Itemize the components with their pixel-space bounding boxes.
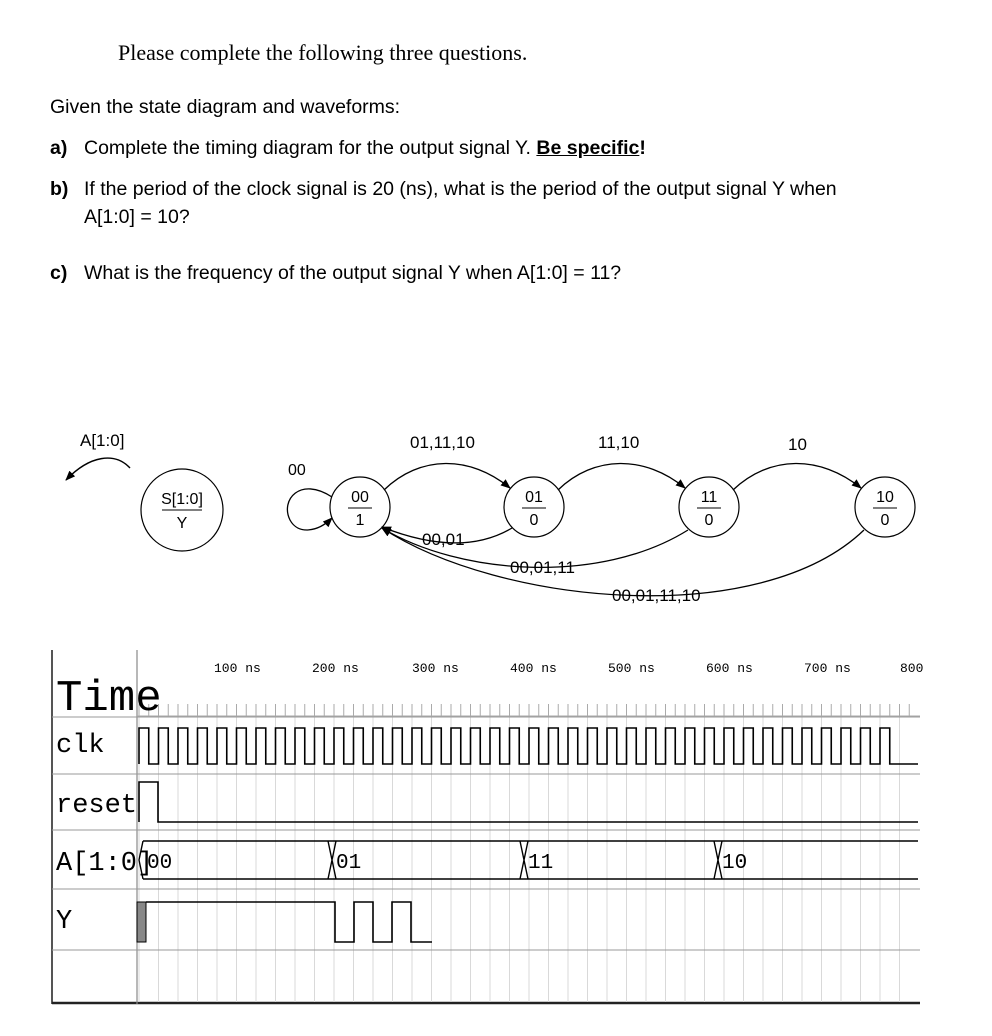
legend-top: S[1:0] [161, 491, 203, 508]
transition-10-00-label: 00,01,11,10 [612, 586, 701, 605]
intro-text: Given the state diagram and waveforms: [50, 96, 401, 118]
time-tick-600: 600 ns [706, 661, 753, 676]
question-c-text: What is the frequency of the output signal Y when A[1:0] = 11? [84, 262, 622, 284]
legend-node [141, 469, 223, 551]
state-00-value: 00 [351, 489, 369, 506]
input-label: A[1:0] [80, 431, 125, 450]
signal-a-name: A[1:0] [56, 849, 154, 879]
transition-self-00-label: 00 [288, 462, 306, 479]
state-10-value: 10 [876, 489, 894, 506]
transition-00-01-label: 01,11,10 [410, 433, 475, 452]
question-a-emphasis: Be specific [536, 137, 640, 159]
state-10 [855, 477, 915, 537]
time-tick-800: 800 [900, 661, 924, 676]
time-tick-200: 200 ns [312, 661, 359, 676]
time-tick-500: 500 ns [608, 661, 655, 676]
timing-diagram [52, 650, 923, 1004]
state-11-value: 11 [700, 489, 718, 506]
time-tick-100: 100 ns [214, 661, 261, 676]
state-10-output: 0 [880, 512, 890, 529]
signal-reset-name: reset [56, 791, 138, 821]
question-b-line2: A[1:0] = 10? [84, 206, 190, 228]
transition-self-00 [287, 489, 332, 530]
signal-clk-name: clk [56, 731, 105, 761]
transition-11-00-label: 00,01,11 [510, 558, 575, 577]
question-a-exclamation: ! [639, 137, 646, 159]
time-tick-700: 700 ns [804, 661, 851, 676]
a-value-11: 11 [528, 852, 554, 875]
state-01-output: 0 [529, 512, 539, 529]
question-c-label: c) [50, 262, 68, 284]
question-b-line1: If the period of the clock signal is 20 (ns), what is the period of the output signal Y when [84, 178, 837, 200]
state-01 [504, 477, 564, 537]
transition-00-01 [384, 463, 510, 490]
a-value-01: 01 [336, 852, 362, 875]
state-11-output: 0 [704, 512, 714, 529]
transition-01-11-label: 11,10 [598, 433, 640, 452]
time-header: Time [56, 674, 162, 724]
state-11 [679, 477, 739, 537]
transition-11-10-label: 10 [788, 435, 807, 454]
state-00 [330, 477, 390, 537]
a-value-10: 10 [722, 852, 748, 875]
state-00-output: 1 [355, 512, 365, 529]
question-a-text: Complete the timing diagram for the output signal Y. [84, 137, 531, 159]
time-tick-400: 400 ns [510, 661, 557, 676]
page-title: Please complete the following three questions. [118, 40, 528, 65]
question-a-label: a) [50, 137, 68, 159]
question-b-label: b) [50, 178, 69, 200]
transition-01-11 [558, 463, 685, 490]
legend-bottom: Y [176, 515, 188, 532]
y-unknown-block [137, 902, 146, 942]
state-01-value: 01 [525, 489, 543, 506]
time-tick-300: 300 ns [412, 661, 459, 676]
transition-11-10 [733, 463, 861, 490]
state-diagram [66, 431, 915, 605]
legend-arrow [66, 458, 130, 480]
timing-frame [52, 650, 920, 1004]
signal-y-name: Y [56, 907, 73, 937]
transition-01-00-label: 00,01 [422, 530, 465, 549]
a-value-00: 00 [147, 852, 173, 875]
